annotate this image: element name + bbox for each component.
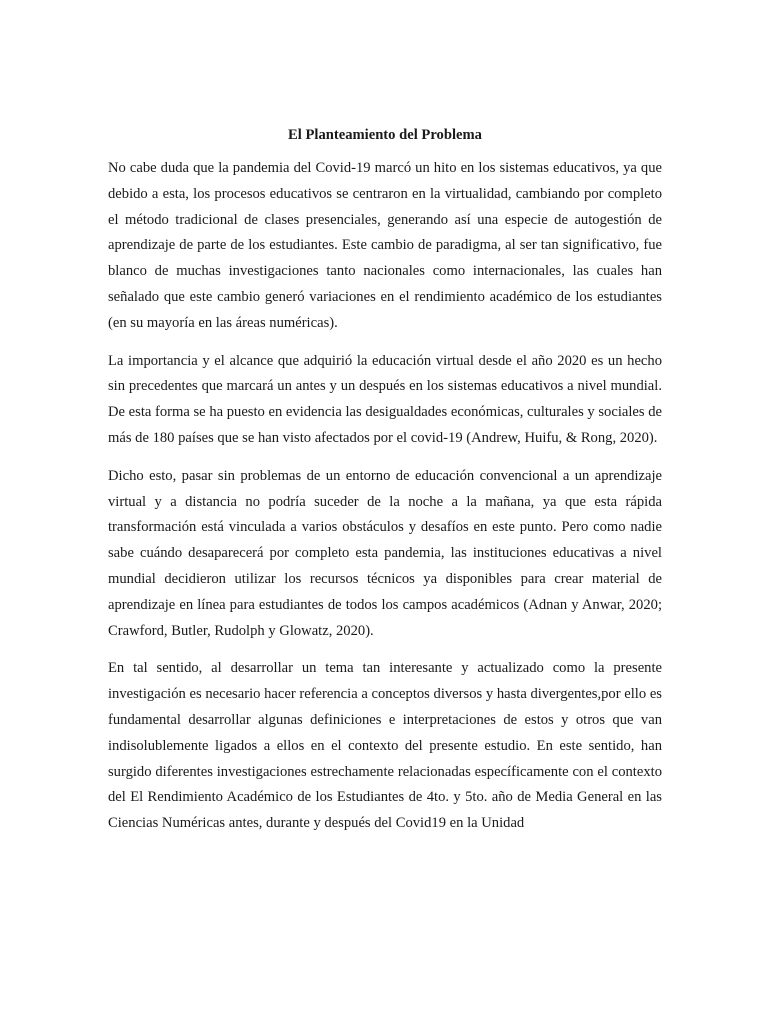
paragraph-3: Dicho esto, pasar sin problemas de un entorno de educación convencional a un aprendizaje virtual y a distancia no podría suceder de la noche a la mañana, ya que esta rápida transformación está vinculada a varios obstáculos y desafíos en este punto. Pero como nadie sabe cuándo desaparecerá por completo esta pandemia, las instituciones educativas a nivel mundial decidieron utilizar los recursos técnicos ya disponibles para crear material de aprendizaje en línea para estudiantes de todos los campos académicos (Adnan y Anwar, 2020; Crawford, Butler, Rudolph y Glowatz, 2020).: [108, 467, 662, 639]
paragraph-4: En tal sentido, al desarrollar un tema tan interesante y actualizado como la presente investigación es necesario hacer referencia a conceptos diversos y hasta divergentes,por ello es fundamental desarrollar algunas definiciones e interpretaciones de estos y otros que van indisolublemente ligados a ellos en el contexto del presente estudio. En este sentido, han surgido diferentes investigaciones estrechamente relacionadas específicamente con el contexto del El Rendimiento Académico de los Estudiantes de 4to. y 5to. año de Media General en las Ciencias Numéricas antes, durante y después del Covid19 en la Unidad: [108, 660, 662, 832]
paragraph-2: La importancia y el alcance que adquirió la educación virtual desde el año 2020 es un hecho sin precedentes que marcará un antes y un después en los sistemas educativos a nivel mundial. De esta forma se ha puesto en evidencia las desigualdades económicas, culturales y sociales de más de 180 países que se han visto afectados por el covid-19 (Andrew, Huifu, & Rong, 2020).: [108, 352, 662, 446]
document-title: El Planteamiento del Problema: [288, 127, 482, 143]
paragraph-1: No cabe duda que la pandemia del Covid-19 marcó un hito en los sistemas educativos, ya que debido a esta, los procesos educativos se centraron en la virtualidad, cambiando por completo el método tradicional de clases presenciales, generando así una especie de autogestión de aprendizaje de parte de los estudiantes. Este cambio de paradigma, al ser tan significativo, fue blanco de muchas investigaciones tanto nacionales como internacionales, las cuales han señalado que este cambio generó variaciones en el rendimiento académico de los estudiantes (en su mayoría en las áreas numéricas).: [108, 160, 662, 331]
document-page: [108, 124, 662, 849]
